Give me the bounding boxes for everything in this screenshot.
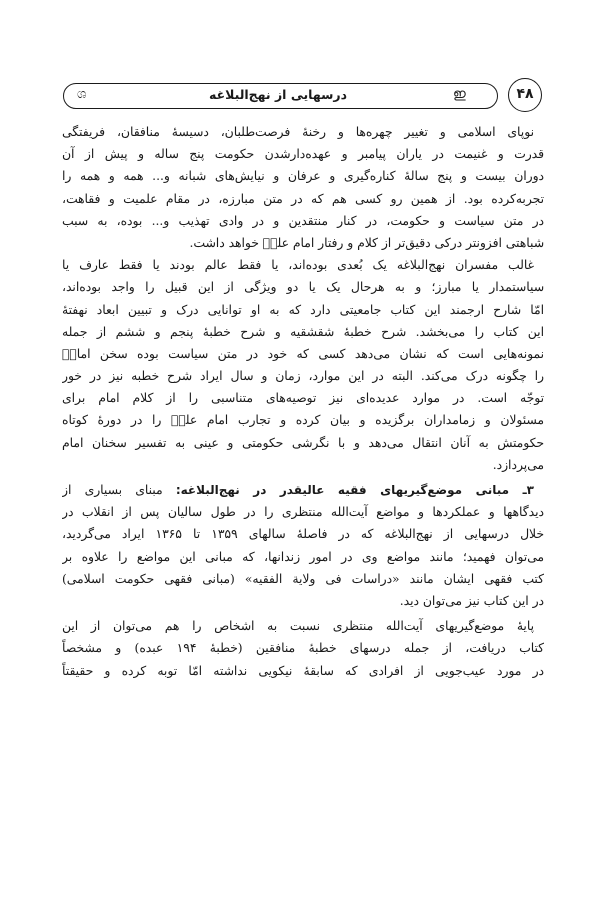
text-line: می‌توان فهمید؛ مانند مواضع وی در امور زندانها، که مبانی این مواضع را علاوه بر: [62, 549, 544, 564]
text-line: می‌پردازد.: [492, 457, 544, 472]
text-line: در متن سیاست و حکومت، در کنار منتقدین و در وادی تهذیب و... بوده، به سبب: [62, 213, 544, 228]
text-line: در این کتاب نیز می‌توان دید.: [399, 593, 544, 608]
text-line: غالب مفسران نهج‌البلاغه یک بُعدی بوده‌اند، یا فقط عالم بودند یا فقط عارف یا: [62, 258, 534, 273]
text-line: را چگونه درک می‌کند. البته در این موارد، زمان و سال ایراد شرح خطبه نیز در خور: [62, 369, 544, 384]
text-line: خلال درسهایی از نهج‌البلاغه که در فاصلهٔ سالهای ۱۳۵۹ تا ۱۳۶۵ ایراد می‌گردید،: [62, 527, 544, 542]
text-line: قدرت و غنیمت در یاران پیامبر و عهده‌دارشدن حکومت پنج ساله و پیش از آن: [62, 147, 544, 162]
text-line: توجّه است. در موارد عدیده‌ای نیز توصیه‌های متناسبی را از کلام امام برای: [62, 391, 544, 406]
text-line: دوران بیست و پنج سالهٔ کناره‌گیری و عرفان و نیایش‌های شبانه و... همه و همه را: [62, 169, 544, 184]
text-line: مسئولان و زمامداران برگزیده و بیان کرده و تجارب امام علیؑ را در دورهٔ کوتاه: [62, 413, 544, 428]
text-line: سیاستمدار یا مبارز؛ و به هرحال یک یا دو ویژگی از این قبیل را واجد بوده‌اند،: [62, 280, 544, 295]
paragraph-1: [62, 121, 544, 254]
page-header: [63, 78, 544, 114]
text-line: در مورد عیب‌جویی از افرادی که سابقهٔ نیکویی نداشته امّا توبه کرده و حقیقتاً: [62, 663, 544, 678]
ornament-left-icon: ශ: [77, 87, 87, 102]
text-line: پایهٔ موضع‌گیریهای آیت‌الله منتظری نسبت به اشخاص را هم می‌توان از این: [62, 619, 534, 634]
ornament-right-icon: ഇ: [453, 87, 466, 102]
text-line: کتاب دریافت، از جمله درسهای خطبهٔ منافقین (خطبهٔ ۱۹۴ عبده) و مشخصاً: [62, 641, 544, 656]
paragraph-4: [62, 615, 544, 682]
text-line: دیدگاهها و عملکردها و مواضع آیت‌الله منتظری را در طول سالیان پس از انقلاب در: [62, 505, 544, 520]
paragraph-3: [62, 479, 544, 612]
section-heading: ۳ـ مبانی موضع‌گیریهای فقیه عالیقدر در نهج‌البلاغه:: [175, 483, 534, 497]
page-number: ۴۸: [508, 78, 542, 112]
text-line: این کتاب را می‌بخشد. شرح خطبهٔ شقشقیه و شرح خطبهٔ پنجم و ششم از جمله: [62, 324, 544, 339]
text-line: نوپای اسلامی و تغییر چهره‌ها و رخنهٔ فرصت‌طلبان، دسیسهٔ منافقان، فریفتگی: [62, 125, 534, 139]
heading-continuation: مبنای بسیاری از: [62, 483, 163, 497]
running-title: درسهایی از نهج‌البلاغه: [208, 87, 348, 102]
paragraph-2: [62, 254, 544, 476]
text-line: حکومتش به آنان انتقال می‌دهد و با نگرشی حکومتی و عینی به تفسیر سخنان امام: [62, 435, 544, 450]
text-line: امّا شارح ارجمند این کتاب جامعیتی دارد که به او توانایی درک و تبیین ابعاد نهفتهٔ: [62, 302, 544, 317]
page-body: [62, 121, 544, 682]
text-line: نمونه‌هایی است که نشان می‌دهد کسی که خود در متن سیاست بوده سخن امامؑ: [62, 346, 544, 361]
section-heading-line: [62, 479, 544, 501]
text-line: شباهتی افزونتر درکی دقیق‌تر از کلام و رفتار امام علیؑ خواهد داشت.: [189, 235, 544, 250]
text-line: کتب فقهی ایشان مانند «دراسات فی ولایة الفقیه» (مبانی فقهی حکومت اسلامی): [62, 571, 544, 586]
text-line: تجربه‌کرده بود. از همین رو کسی هم که در متن مبارزه، در مقام علمیت و فقاهت،: [62, 191, 544, 206]
